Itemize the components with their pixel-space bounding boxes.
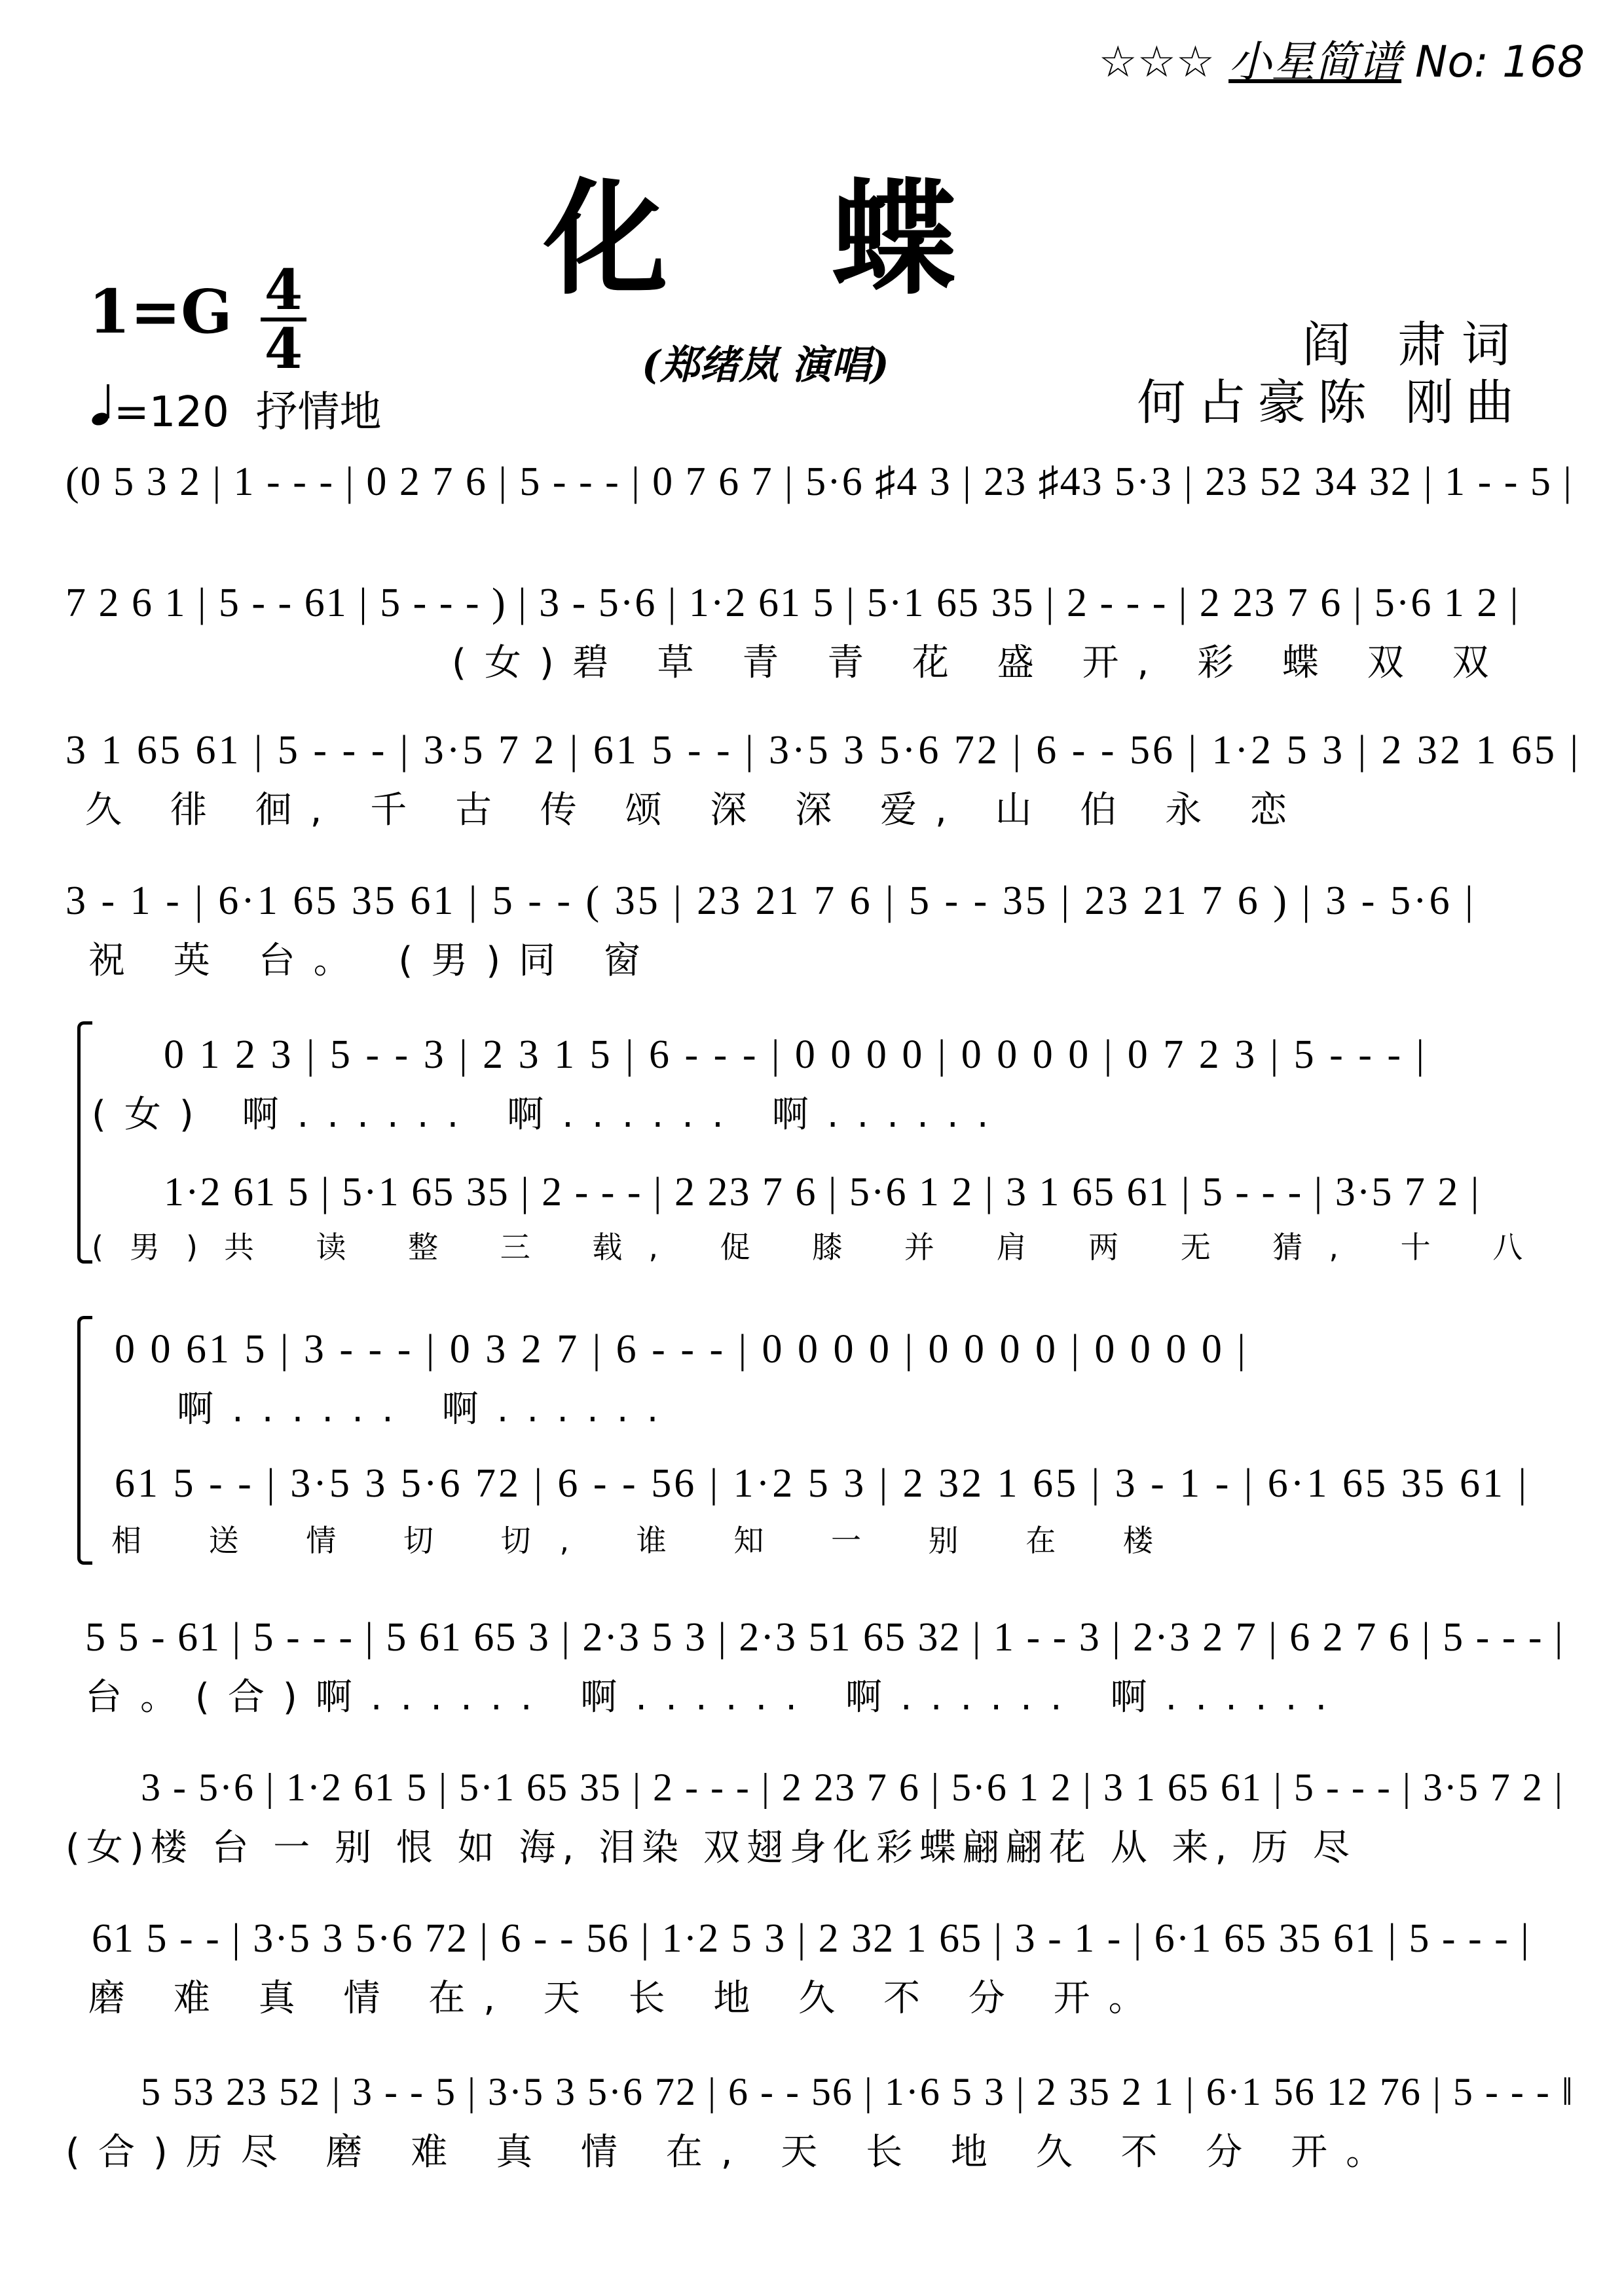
performer: (郑绪岚 演唱) (642, 342, 889, 388)
page-header (1098, 37, 1585, 87)
score-line-5-notes: 0 1 2 3 | 5 - - 3 | 2 3 1 5 | 6 - - - | 0 0 0 0 | 0 0 0 0 | 0 7 2 3 | 5 - - - | (164, 1032, 1427, 1077)
tempo-bpm: =120 (114, 388, 229, 437)
score-line-2-notes: 7 2 6 1 | 5 - - 61 | 5 - - - ) | 3 - 5·6 | 1·2 61 5 | 5·1 65 35 | 2 - - - | 2 23 7 6 | 5·6 1 2 | (65, 581, 1520, 625)
score-line-8-lyrics: 相 送 情 切 切, 谁 知 一 别 在 楼 (111, 1523, 1182, 1558)
score-line-6-notes: 1·2 61 5 | 5·1 65 35 | 2 - - - | 2 23 7 6 | 5·6 1 2 | 3 1 65 61 | 5 - - - | 3·5 7 2 | (164, 1170, 1481, 1214)
system-brace-2 (77, 1316, 92, 1565)
score-line-12-notes: 5 53 23 52 | 3 - - 5 | 3·5 3 5·6 72 | 6 - - 56 | 1·6 5 3 | 2 35 2 1 | 6·1 56 12 76 | 5 - - - ‖ (141, 2070, 1574, 2113)
score-line-12-lyrics: (合)历尽 磨 难 真 情 在, 天 长 地 久 不 分 开。 (65, 2131, 1401, 2174)
score-line-2-lyrics: (女)碧 草 青 青 花 盛 开, 彩 蝶 双 双 (452, 642, 1507, 684)
quarter-note-icon (92, 383, 114, 433)
score-line-11-lyrics: 磨 难 真 情 在, 天 长 地 久 不 分 开。 (88, 1977, 1164, 2020)
key-signature: 1=G (88, 276, 232, 347)
tempo-marking (92, 383, 382, 437)
score-line-7-notes: 0 0 61 5 | 3 - - - | 0 3 2 7 | 6 - - - | 0 0 0 0 | 0 0 0 0 | 0 0 0 0 | (115, 1327, 1248, 1372)
score-line-6-lyrics: (男)共 读 整 三 载, 促 膝 并 肩 两 无 猜, 十 八 (92, 1230, 1549, 1265)
score-line-4-lyrics: 祝 英 台。 (男)同 窗 (88, 939, 659, 982)
tempo-mood: 抒情地 (255, 388, 382, 437)
header-stars: ☆☆☆ (1098, 37, 1215, 87)
header-number: No: 168 (1415, 37, 1585, 87)
score-line-11-notes: 61 5 - - | 3·5 3 5·6 72 | 6 - - 56 | 1·2 5 3 | 2 32 1 65 | 3 - 1 - | 6·1 65 35 61 | 5 - - - | (92, 1916, 1530, 1961)
score-line-1-notes: (0 5 3 2 | 1 - - - | 0 2 7 6 | 5 - - - | 0 7 6 7 | 5·6 ♯4 3 | 23 ♯43 5·3 | 23 52 34 32 | 1 - - 5 | (65, 460, 1573, 504)
score-line-8-notes: 61 5 - - | 3·5 3 5·6 72 | 6 - - 56 | 1·2 5 3 | 2 32 1 65 | 3 - 1 - | 6·1 65 35 61 | (115, 1461, 1529, 1506)
score-line-7-lyrics: 啊...... 啊...... (177, 1388, 677, 1430)
song-title: 化蝶 (544, 166, 1120, 312)
header-brand: 小星简谱 (1228, 37, 1402, 87)
score-line-9-lyrics: 台。(合)啊...... 啊...... 啊...... 啊...... (85, 1676, 1346, 1719)
system-brace-1 (77, 1021, 92, 1264)
lyricist-credit: 阎 肃词 (1302, 317, 1526, 373)
composer-credit: 何占豪陈 刚曲 (1137, 374, 1526, 431)
time-signature-bottom: 4 (264, 316, 303, 381)
score-line-4-notes: 3 - 1 - | 6·1 65 35 61 | 5 - - ( 35 | 23 21 7 6 | 5 - - 35 | 23 21 7 6 ) | 3 - 5·6 | (65, 879, 1476, 923)
score-line-10-lyrics: (女)楼 台 一 别 恨 如 海, 泪染 双翅身化彩蝶翩翩花 从 来, 历 尽 (65, 1827, 1356, 1869)
time-signature-top: 4 (264, 257, 303, 322)
score-line-9-notes: 5 5 - 61 | 5 - - - | 5 61 65 3 | 2·3 5 3 | 2·3 51 65 32 | 1 - - 3 | 2·3 2 7 | 6 2 7 6 | 5 - - - | (85, 1615, 1564, 1660)
score-line-10-notes: 3 - 5·6 | 1·2 61 5 | 5·1 65 35 | 2 - - - | 2 23 7 6 | 5·6 1 2 | 3 1 65 61 | 5 - - - | 3·5 7 2 | (141, 1766, 1564, 1809)
score-line-3-lyrics: 久 徘 徊, 千 古 传 颂 深 深 爱, 山 伯 永 恋 (85, 789, 1306, 831)
score-line-5-lyrics: (女) 啊...... 啊...... 啊...... (92, 1093, 1007, 1136)
score-line-3-notes: 3 1 65 61 | 5 - - - | 3·5 7 2 | 61 5 - - | 3·5 3 5·6 72 | 6 - - 56 | 1·2 5 3 | 2 32 1 65 | (65, 728, 1581, 773)
time-signature (261, 257, 306, 381)
